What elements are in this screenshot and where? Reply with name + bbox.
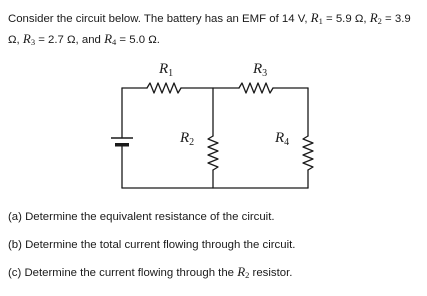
r3-symbol: $R_3$ bbox=[22, 31, 36, 47]
circuit-diagram bbox=[95, 58, 335, 198]
problem-intro: Consider the circuit below. The battery has an EMF of 14 V, bbox=[8, 13, 311, 25]
r3-value: = 2.7 Ω, and bbox=[35, 34, 105, 46]
r2-resistor bbox=[208, 136, 218, 170]
r1-symbol: $R_1$ bbox=[310, 10, 323, 26]
r1-resistor bbox=[147, 83, 181, 93]
r1-value: = 5.9 Ω, bbox=[322, 13, 370, 25]
battery-symbol bbox=[111, 138, 133, 147]
r1-label: $R_1$ bbox=[159, 61, 174, 79]
r4-label: $R_4$ bbox=[275, 130, 290, 148]
r2-label: $R_2$ bbox=[180, 130, 195, 148]
r3-label: $R_3$ bbox=[253, 61, 268, 79]
r2-symbol: $R_2$ bbox=[369, 10, 382, 26]
r2-symbol-question: $R_2$ bbox=[237, 264, 250, 280]
problem-statement bbox=[8, 8, 422, 50]
question-c: (c) Determine the current flowing through the $R_2$ resistor. bbox=[8, 264, 293, 280]
question-list bbox=[8, 207, 422, 290]
question-b: (b) Determine the total current flowing through the circuit. bbox=[8, 238, 296, 251]
r4-resistor bbox=[303, 136, 313, 170]
r4-symbol: $R_4$ bbox=[104, 31, 117, 47]
question-a: (a) Determine the equivalent resistance of the circuit. bbox=[8, 211, 275, 223]
r4-value: = 5.0 Ω. bbox=[116, 34, 160, 46]
r2-value: = 3.9 Ω, bbox=[8, 13, 411, 46]
r3-resistor bbox=[239, 83, 273, 93]
